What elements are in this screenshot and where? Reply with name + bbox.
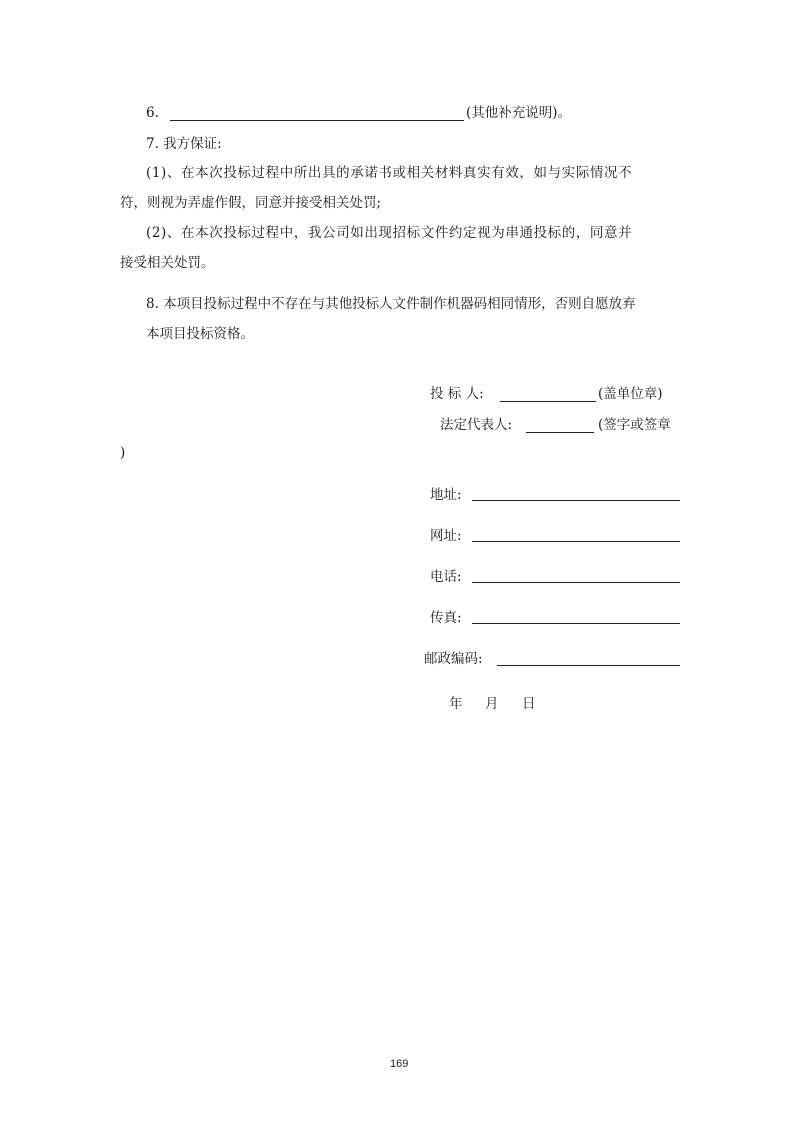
item6-blank-line[interactable] <box>170 120 464 121</box>
postcode-label: 邮政编码: <box>424 651 483 667</box>
website-label: 网址: <box>430 528 462 544</box>
page-number: 169 <box>390 1058 409 1070</box>
date-year: 年 <box>449 696 463 712</box>
website-blank-line[interactable] <box>472 541 680 542</box>
legal-rep-note-close: ) <box>120 445 126 461</box>
date-day: 日 <box>522 696 536 712</box>
item7-heading: 7. 我方保证: <box>146 136 222 152</box>
date-month: 月 <box>485 696 499 712</box>
item6-number: 6. <box>146 105 159 121</box>
address-blank-line[interactable] <box>472 500 680 501</box>
legal-rep-note: (签字或签章 <box>598 417 671 433</box>
item7-sub2-line1: (2)、在本次投标过程中，我公司如出现招标文件约定视为串通投标的，同意并 <box>146 225 633 241</box>
phone-blank-line[interactable] <box>472 582 680 583</box>
phone-label: 电话: <box>430 569 462 585</box>
address-label: 地址: <box>430 487 462 503</box>
legal-rep-blank-line[interactable] <box>526 432 594 433</box>
item7-sub2-line2: 接受相关处罚。 <box>120 255 215 271</box>
bidder-note: (盖单位章) <box>598 386 663 402</box>
item8-line2: 本项目投标资格。 <box>146 326 254 342</box>
bidder-label: 投 标 人: <box>430 386 484 402</box>
postcode-blank-line[interactable] <box>497 665 680 666</box>
fax-blank-line[interactable] <box>472 623 680 624</box>
bidder-blank-line[interactable] <box>500 401 596 402</box>
item7-sub1-line2: 符，则视为弄虚作假，同意并接受相关处罚; <box>120 195 382 211</box>
legal-rep-label: 法定代表人: <box>440 417 513 433</box>
fax-label: 传真: <box>430 610 462 626</box>
item7-sub1-line1: (1)、在本次投标过程中所出具的承诺书或相关材料真实有效，如与实际情况不 <box>146 165 633 181</box>
item8-line1: 8. 本项目投标过程中不存在与其他投标人文件制作机器码相同情形，否则自愿放弃 <box>146 296 636 312</box>
item6-suffix: (其他补充说明)。 <box>466 105 572 121</box>
